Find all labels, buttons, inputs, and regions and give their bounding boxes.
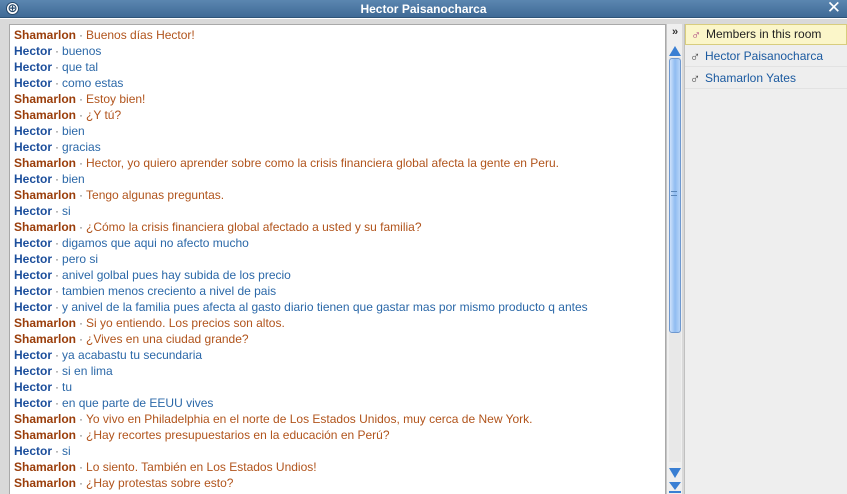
- message-text: Hector, yo quiero aprender sobre como la crisis financiera global afecta la gente en Peru.: [86, 156, 559, 170]
- male-icon: ♂: [689, 47, 701, 64]
- message-text: pero si: [62, 252, 99, 266]
- message-sender: Hector: [14, 124, 53, 138]
- message-separator: ·: [55, 396, 60, 410]
- chat-message: [10, 75, 665, 91]
- message-sender: Shamarlon: [14, 412, 77, 426]
- chat-message: [10, 267, 665, 283]
- message-sender: Hector: [14, 396, 53, 410]
- members-panel: [684, 24, 847, 494]
- message-sender: Hector: [14, 380, 53, 394]
- message-sender: Shamarlon: [14, 92, 77, 106]
- message-text: Estoy bien!: [86, 92, 146, 106]
- message-sender: Hector: [14, 268, 53, 282]
- message-text: en que parte de EEUU vives: [62, 396, 214, 410]
- message-sender: Hector: [14, 140, 53, 154]
- chat-message: [10, 347, 665, 363]
- message-separator: ·: [79, 316, 84, 330]
- chat-message: [10, 27, 665, 43]
- message-sender: Shamarlon: [14, 476, 77, 490]
- chat-message: [10, 171, 665, 187]
- chat-message: [10, 43, 665, 59]
- message-separator: ·: [79, 460, 84, 474]
- member-item[interactable]: [685, 67, 847, 89]
- message-separator: ·: [79, 428, 84, 442]
- message-separator: ·: [55, 284, 60, 298]
- message-text: ¿Cómo la crisis financiera global afectado a usted y su familia?: [86, 220, 422, 234]
- window-body: [0, 19, 847, 494]
- message-separator: ·: [55, 204, 60, 218]
- message-text: Lo siento. También en Los Estados Undios!: [86, 460, 317, 474]
- message-text: bien: [62, 172, 85, 186]
- message-text: buenos: [62, 44, 102, 58]
- message-separator: ·: [55, 76, 60, 90]
- message-sender: Hector: [14, 76, 53, 90]
- scroll-grip-icon: [671, 191, 677, 196]
- message-text: y anivel de la familia pues afecta al gasto diario tienen que gastar mas por mismo producto q antes: [62, 300, 588, 314]
- chat-message: [10, 315, 665, 331]
- message-sender: Shamarlon: [14, 428, 77, 442]
- message-list: [10, 25, 665, 491]
- chat-message: [10, 155, 665, 171]
- message-sender: Hector: [14, 348, 53, 362]
- chat-message: [10, 123, 665, 139]
- message-text: Si yo entiendo. Los precios son altos.: [86, 316, 285, 330]
- message-sender: Shamarlon: [14, 108, 77, 122]
- chat-message: [10, 235, 665, 251]
- message-separator: ·: [55, 124, 60, 138]
- message-separator: ·: [55, 140, 60, 154]
- message-sender: Shamarlon: [14, 220, 77, 234]
- message-separator: ·: [55, 300, 60, 314]
- message-separator: ·: [79, 28, 84, 42]
- message-text: si: [62, 444, 71, 458]
- window-titlebar: [0, 0, 847, 18]
- chat-scrollbar[interactable]: [666, 24, 682, 494]
- close-button[interactable]: ✕: [826, 0, 841, 17]
- chat-message: [10, 459, 665, 475]
- chat-message: [10, 91, 665, 107]
- member-name: Shamarlon Yates: [705, 70, 796, 85]
- message-text: ya acabastu tu secundaria: [62, 348, 203, 362]
- chat-message: [10, 427, 665, 443]
- message-sender: Hector: [14, 236, 53, 250]
- message-sender: Shamarlon: [14, 460, 77, 474]
- chat-message: [10, 59, 665, 75]
- chat-message: [10, 283, 665, 299]
- message-separator: ·: [79, 476, 84, 490]
- member-item[interactable]: [685, 45, 847, 67]
- scroll-bottom-bar: [669, 491, 681, 493]
- message-separator: ·: [55, 236, 60, 250]
- message-separator: ·: [79, 412, 84, 426]
- group-icon: ♂: [691, 27, 701, 42]
- chat-message: [10, 363, 665, 379]
- scroll-to-bottom-icon[interactable]: [669, 482, 681, 490]
- chat-message: [10, 379, 665, 395]
- message-text: ¿Vives en una ciudad grande?: [86, 332, 249, 346]
- message-text: ¿Hay recortes presupuestarios en la educación en Perú?: [86, 428, 390, 442]
- chat-message: [10, 187, 665, 203]
- message-text: como estas: [62, 76, 124, 90]
- message-text: Tengo algunas preguntas.: [86, 188, 225, 202]
- message-separator: ·: [55, 444, 60, 458]
- message-text: bien: [62, 124, 85, 138]
- chat-message: [10, 139, 665, 155]
- message-text: que tal: [62, 60, 99, 74]
- message-separator: ·: [79, 92, 84, 106]
- message-sender: Hector: [14, 172, 53, 186]
- message-separator: ·: [55, 252, 60, 266]
- chat-message: [10, 107, 665, 123]
- message-text: gracias: [62, 140, 101, 154]
- message-sender: Hector: [14, 204, 53, 218]
- message-separator: ·: [55, 60, 60, 74]
- message-sender: Shamarlon: [14, 332, 77, 346]
- chat-message: [10, 411, 665, 427]
- message-sender: Hector: [14, 300, 53, 314]
- message-separator: ·: [55, 364, 60, 378]
- chat-message: [10, 251, 665, 267]
- collapse-toggle-icon[interactable]: »: [671, 26, 679, 38]
- member-list: [685, 45, 847, 89]
- message-text: si en lima: [62, 364, 113, 378]
- message-separator: ·: [55, 44, 60, 58]
- chat-transcript[interactable]: [9, 24, 666, 494]
- message-text: anivel golbal pues hay subida de los precio: [62, 268, 291, 282]
- message-sender: Shamarlon: [14, 316, 77, 330]
- scroll-down-icon[interactable]: [669, 468, 681, 478]
- message-sender: Shamarlon: [14, 156, 77, 170]
- message-text: ¿Y tú?: [86, 108, 122, 122]
- window-title: Hector Paisanocharca: [360, 2, 487, 16]
- message-separator: ·: [55, 380, 60, 394]
- message-sender: Hector: [14, 284, 53, 298]
- message-sender: Hector: [14, 44, 53, 58]
- chat-message: [10, 395, 665, 411]
- message-text: ¿Hay protestas sobre esto?: [86, 476, 234, 490]
- male-icon: ♂: [689, 69, 701, 86]
- message-separator: ·: [79, 156, 84, 170]
- message-separator: ·: [55, 268, 60, 282]
- message-sender: Hector: [14, 252, 53, 266]
- chat-message: [10, 299, 665, 315]
- chat-message: [10, 443, 665, 459]
- message-separator: ·: [79, 108, 84, 122]
- message-separator: ·: [79, 332, 84, 346]
- members-header-label: Members in this room: [706, 27, 822, 41]
- message-sender: Shamarlon: [14, 188, 77, 202]
- message-separator: ·: [79, 220, 84, 234]
- message-separator: ·: [55, 172, 60, 186]
- chat-message: [10, 219, 665, 235]
- message-text: Buenos días Hector!: [86, 28, 195, 42]
- chat-message: [10, 203, 665, 219]
- chat-message: [10, 475, 665, 491]
- chat-message: [10, 331, 665, 347]
- message-text: Yo vivo en Philadelphia en el norte de Los Estados Unidos, muy cerca de New York.: [86, 412, 533, 426]
- message-text: si: [62, 204, 71, 218]
- scroll-up-icon[interactable]: [669, 46, 681, 56]
- message-separator: ·: [79, 188, 84, 202]
- message-text: tu: [62, 380, 73, 394]
- message-separator: ·: [55, 348, 60, 362]
- message-sender: Hector: [14, 60, 53, 74]
- message-text: tambien menos creciento a nivel de pais: [62, 284, 277, 298]
- add-circle-icon[interactable]: ⊕: [7, 1, 18, 15]
- message-sender: Hector: [14, 444, 53, 458]
- message-sender: Hector: [14, 364, 53, 378]
- members-header: [685, 24, 847, 45]
- message-sender: Shamarlon: [14, 28, 77, 42]
- member-name: Hector Paisanocharca: [705, 48, 824, 63]
- message-text: digamos que aqui no afecto mucho: [62, 236, 249, 250]
